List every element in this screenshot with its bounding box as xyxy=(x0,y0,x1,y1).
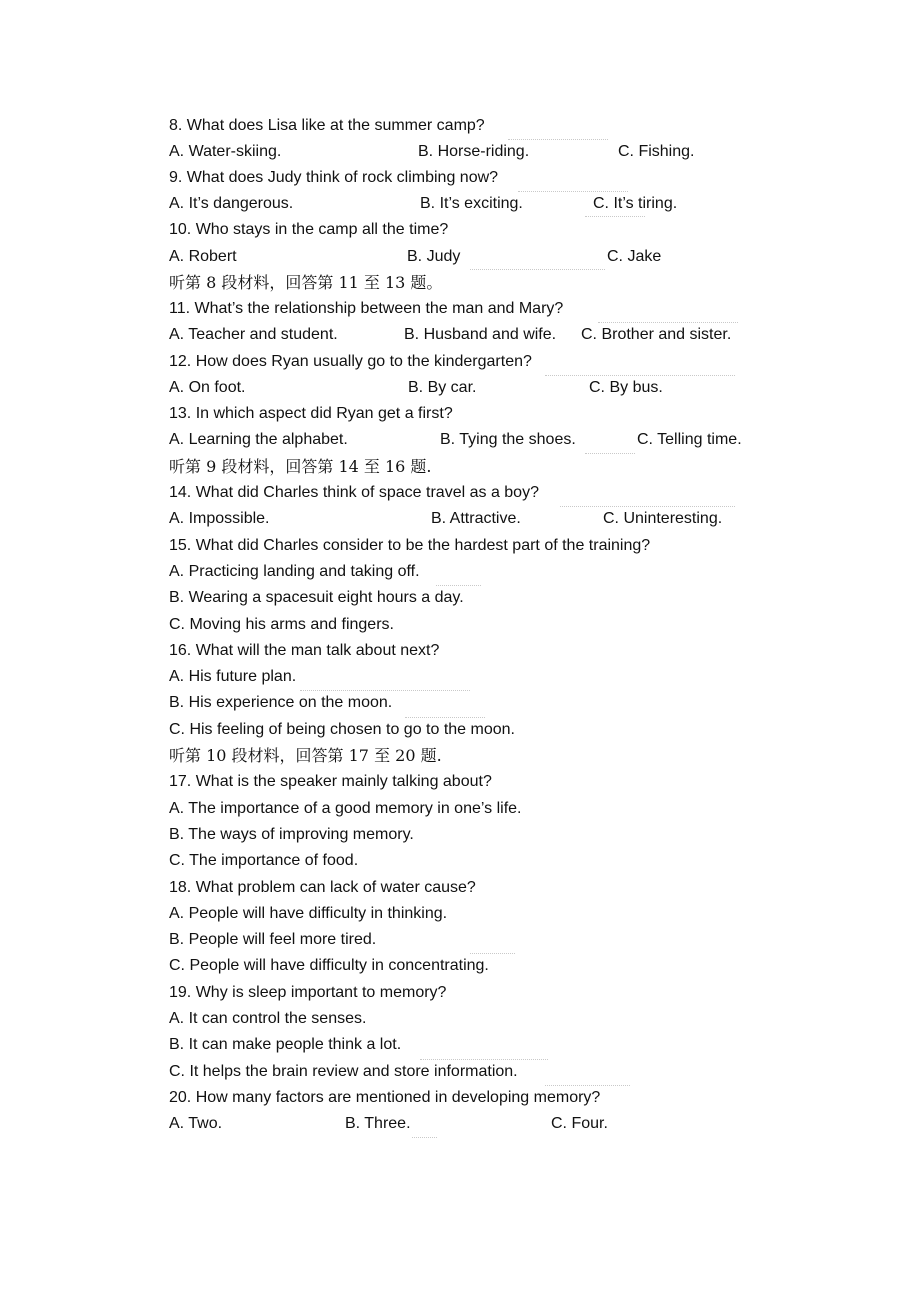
question-19: 19. Why is sleep important to memory? xyxy=(169,984,447,1001)
dotted-guide xyxy=(412,1137,437,1138)
section-heading-10: 听第 10 段材料，回答第 17 至 20 题. xyxy=(169,746,442,765)
question-17: 17. What is the speaker mainly talking about? xyxy=(169,773,492,790)
question-12: 12. How does Ryan usually go to the kindergarten? xyxy=(169,353,532,370)
dotted-guide xyxy=(420,1059,548,1060)
dotted-guide xyxy=(585,453,635,454)
options-12 xyxy=(169,375,769,401)
option-15a: A. Practicing landing and taking off. xyxy=(169,563,420,580)
section-heading-9: 听第 9 段材料，回答第 14 至 16 题. xyxy=(169,457,432,476)
option-12b: B. By car. xyxy=(408,379,477,396)
option-14a: A. Impossible. xyxy=(169,510,270,527)
option-20c: C. Four. xyxy=(551,1115,608,1132)
question-15: 15. What did Charles consider to be the hardest part of the training? xyxy=(169,537,651,554)
option-13a: A. Learning the alphabet. xyxy=(169,431,348,448)
question-8: 8. What does Lisa like at the summer camp? xyxy=(169,117,485,134)
option-11b: B. Husband and wife. xyxy=(404,326,557,343)
section-heading-8: 听第 8 段材料，回答第 11 至 13 题。 xyxy=(169,273,443,292)
option-14c: C. Uninteresting. xyxy=(603,510,723,527)
option-18c: C. People will have difficulty in concentrating. xyxy=(169,957,489,974)
option-9c: C. It’s tiring. xyxy=(593,195,678,212)
option-9b: B. It’s exciting. xyxy=(420,195,523,212)
options-13 xyxy=(169,427,769,453)
option-12c: C. By bus. xyxy=(589,379,663,396)
question-10: 10. Who stays in the camp all the time? xyxy=(169,221,449,238)
dotted-guide xyxy=(300,690,470,691)
option-12a: A. On foot. xyxy=(169,379,246,396)
option-14b: B. Attractive. xyxy=(431,510,521,527)
option-8a: A. Water-skiing. xyxy=(169,143,282,160)
question-11: 11. What’s the relationship between the man and Mary? xyxy=(169,300,564,317)
option-15b: B. Wearing a spacesuit eight hours a day. xyxy=(169,589,464,606)
option-16b: B. His experience on the moon. xyxy=(169,694,393,711)
option-11a: A. Teacher and student. xyxy=(169,326,338,343)
option-20b: B. Three. xyxy=(345,1115,411,1132)
option-16c: C. His feeling of being chosen to go to the moon. xyxy=(169,721,515,738)
dotted-guide xyxy=(436,585,481,586)
question-13: 13. In which aspect did Ryan get a first? xyxy=(169,405,453,422)
question-16: 16. What will the man talk about next? xyxy=(169,642,440,659)
option-18a: A. People will have difficulty in thinking. xyxy=(169,905,448,922)
question-18: 18. What problem can lack of water cause? xyxy=(169,879,476,896)
option-9a: A. It’s dangerous. xyxy=(169,195,294,212)
options-14 xyxy=(169,506,769,532)
option-16a: A. His future plan. xyxy=(169,668,297,685)
dotted-guide xyxy=(545,1085,630,1086)
dotted-guide xyxy=(470,953,515,954)
option-17b: B. The ways of improving memory. xyxy=(169,826,414,843)
option-18b: B. People will feel more tired. xyxy=(169,931,377,948)
option-15c: C. Moving his arms and fingers. xyxy=(169,616,394,633)
option-10a: A. Robert xyxy=(169,248,237,265)
option-13c: C. Telling time. xyxy=(637,431,742,448)
option-13b: B. Tying the shoes. xyxy=(440,431,576,448)
option-8b: B. Horse-riding. xyxy=(418,143,530,160)
options-8 xyxy=(169,139,769,165)
option-8c: C. Fishing. xyxy=(618,143,695,160)
options-10 xyxy=(169,244,769,270)
option-19b: B. It can make people think a lot. xyxy=(169,1036,402,1053)
question-20: 20. How many factors are mentioned in developing memory? xyxy=(169,1089,601,1106)
dotted-guide xyxy=(585,216,645,217)
option-20a: A. Two. xyxy=(169,1115,223,1132)
option-10b: B. Judy xyxy=(407,248,461,265)
option-17a: A. The importance of a good memory in one’s life. xyxy=(169,800,522,817)
dotted-guide xyxy=(470,269,605,270)
options-11 xyxy=(169,322,769,348)
dotted-guide xyxy=(405,717,485,718)
option-11c: C. Brother and sister. xyxy=(581,326,732,343)
dotted-guide xyxy=(518,191,628,192)
options-20 xyxy=(169,1111,769,1137)
option-19a: A. It can control the senses. xyxy=(169,1010,367,1027)
dotted-guide xyxy=(598,322,738,323)
question-14: 14. What did Charles think of space travel as a boy? xyxy=(169,484,539,501)
dotted-guide xyxy=(508,139,608,140)
option-10c: C. Jake xyxy=(607,248,662,265)
question-9: 9. What does Judy think of rock climbing now? xyxy=(169,169,499,186)
dotted-guide xyxy=(545,375,735,376)
dotted-guide xyxy=(560,506,735,507)
option-17c: C. The importance of food. xyxy=(169,852,359,869)
option-19c: C. It helps the brain review and store information. xyxy=(169,1063,518,1080)
options-9 xyxy=(169,191,769,217)
